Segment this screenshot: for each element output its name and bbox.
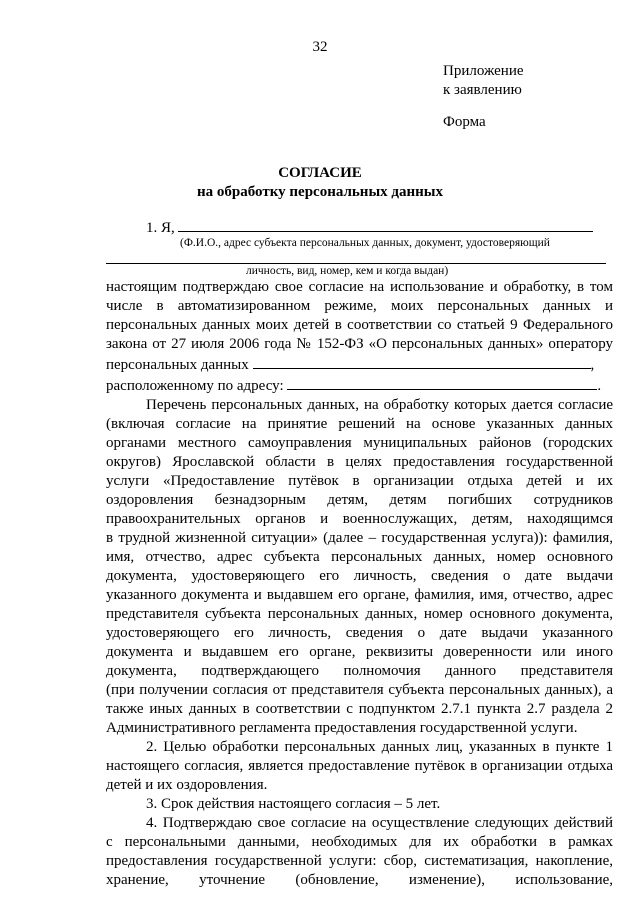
appendix-line-1: Приложение [443,63,524,79]
paragraph-line: Административного регламента предоставления государственной услуги. [106,720,578,736]
consent-line: настоящим подтверждаю свое согласие на использование и обработку, в том [106,279,613,295]
page-number: 32 [312,39,328,55]
paragraph-line: (включая согласие на принятие решений на основе указанных данных [106,416,613,432]
consent-line: персональных данных моих детей в соответствии со статьей 9 Федерального [106,317,613,333]
paragraph-line: также иных данных в соответствии с подпунктом 2.7.1 пункта 2.7 раздела 2 [106,701,613,717]
appendix-line-2: к заявлению [443,82,522,98]
operator-label: персональных данных [106,357,249,373]
operator-row: персональных данных , [106,354,613,375]
title-line-2: на обработку персональных данных [197,184,443,200]
paragraph-line: 4. Подтверждаю свое согласие на осуществление следующих действий [146,815,613,831]
paragraph-line: Перечень персональных данных, на обработку которых дается согласие [146,397,613,413]
paragraph-line: услуги «Предоставление путёвок в организации отдыха детей и их [106,473,613,489]
paragraph-purpose [106,738,613,795]
paragraph-line: округов) Ярославской области в целях предоставления государственной [106,454,613,470]
consent-name-row [106,217,613,236]
address-label: расположенному по адресу: [106,378,284,394]
consent-line: числе в автоматизированном режиме, моих персональных данных и [106,298,613,314]
address-row: расположенному по адресу: . [106,375,613,396]
paragraph-line: органами местного самоуправления муниципальных районов (городских [106,435,613,451]
paragraph-actions [106,814,613,890]
paragraph-line: хранение, уточнение (обновление, изменение), использование, [106,872,613,888]
paragraph-line: документа и выдавшем его органе, реквизиты доверенности или иного [106,644,613,660]
identity-document-field[interactable] [106,250,606,264]
paragraph-line: детей и их оздоровления. [106,777,268,793]
paragraph-line: удостоверяющего его личность, сведения о дате выдачи указанного [106,625,613,641]
paragraph-line: имя, отчество, адрес субъекта персональных данных, номер основного [106,549,613,565]
document-title [0,164,640,202]
form-label: Форма [443,114,486,130]
consent-text [106,278,613,354]
paragraph-line: документа, удостоверяющего его личность, сведения о дате выдачи [106,568,613,584]
paragraph-line: указанного документа и выдавшем его органе, фамилия, имя, отчество, адрес [106,587,613,603]
paragraph-line: правоохранительных органов и военнослужащих, детям, находящимся [106,511,613,527]
paragraph-line: предоставления государственной услуги: сбор, систематизация, накопление, [106,853,613,869]
paragraph-data-list [106,396,613,738]
paragraph-line: представителя субъекта персональных данных, номер основного документа, [106,606,613,622]
appendix-note [443,62,524,100]
paragraph-line: настоящего согласия, является предоставление путёвок в организации отдыха [106,758,613,774]
paragraph-duration: 3. Срок действия настоящего согласия – 5 лет. [146,796,441,812]
full-name-field[interactable] [178,217,593,232]
paragraph-line: с персональными данными, необходимых для их обработки в рамках [106,834,613,850]
paragraph-line: оздоровления безнадзорным детям, детям погибших сотрудников [106,492,613,508]
consent-line: закона от 27 июля 2006 года № 152-ФЗ «О персональных данных» оператору [106,336,613,352]
operator-field[interactable] [253,354,591,369]
paragraph-line: документа, подтверждающего полномочия данного представителя [106,663,613,679]
paragraph-line: в трудной жизненной ситуации» (далее – государственная услуга)): фамилия, [106,530,613,546]
paragraph-line: 2. Целью обработки персональных данных лиц, указанных в пункте 1 [146,739,613,755]
operator-address-field[interactable] [287,375,597,390]
paragraph-line: (при получении согласия от представителя субъекта персональных данных), а [106,682,613,698]
identity-field-caption: личность, вид, номер, кем и когда выдан) [246,265,449,277]
document-body [106,217,613,890]
name-field-caption: (Ф.И.О., адрес субъекта персональных данных, документ, удостоверяющий [180,237,550,249]
title-line-1: СОГЛАСИЕ [278,165,362,181]
consent-intro: 1. Я, [146,220,175,236]
